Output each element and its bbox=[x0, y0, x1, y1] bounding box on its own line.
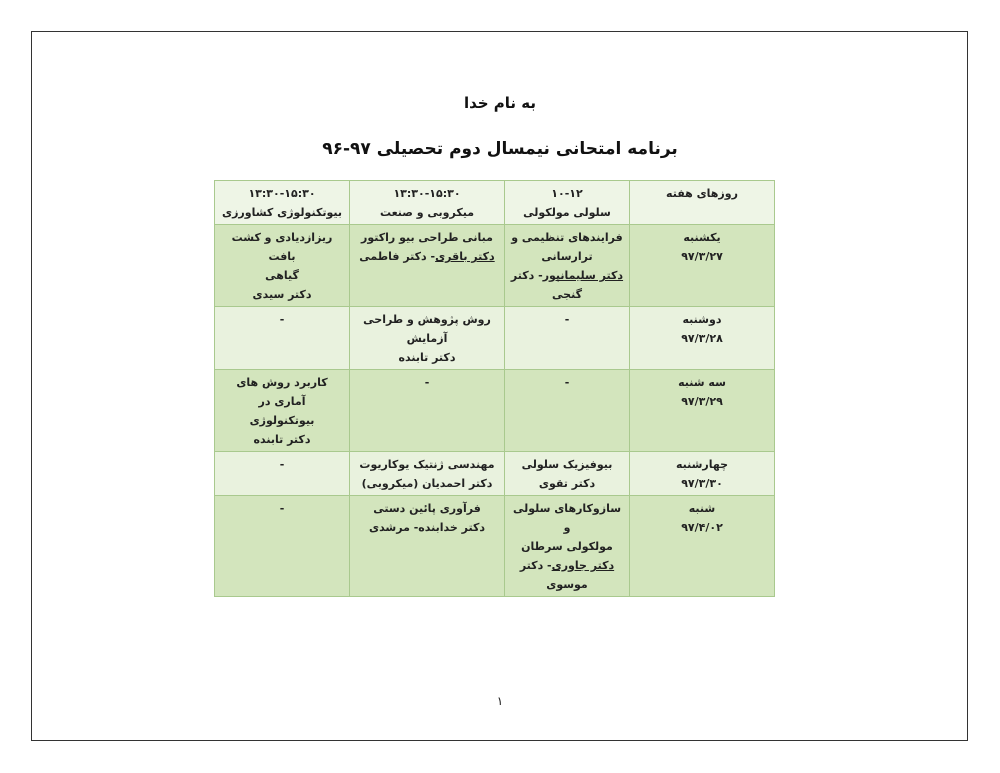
teacher-rest: - دکتر فاطمی bbox=[359, 250, 436, 263]
teacher-underlined: دکتر جاوری bbox=[551, 559, 615, 572]
course-line: ریزازدیادی و کشت بافت bbox=[231, 231, 333, 263]
course-line: مهندسی ژنتیک یوکاریوت bbox=[359, 458, 495, 471]
course-line: فرایندهای تنظیمی و bbox=[511, 231, 623, 244]
course-line: فرآوری پائین دستی bbox=[373, 502, 481, 515]
teacher-line: دکتر تقوی bbox=[538, 477, 596, 490]
header-col3-time: ۱۳:۳۰-۱۵:۳۰ bbox=[248, 187, 316, 200]
header-day-label: روزهای هفته bbox=[666, 187, 738, 200]
header-col1-cell bbox=[505, 181, 630, 225]
course-line: کاربرد روش های آماری در bbox=[236, 376, 328, 408]
teacher-line: دکتر خدابنده- مرشدی bbox=[368, 521, 486, 534]
exam-cell bbox=[215, 225, 350, 307]
teacher-line: دکتر تابنده bbox=[398, 351, 456, 364]
day-name: سه شنبه bbox=[678, 376, 726, 389]
exam-cell bbox=[505, 370, 630, 452]
exam-cell bbox=[505, 496, 630, 597]
empty-dash: - bbox=[564, 376, 570, 389]
table-row bbox=[215, 496, 775, 597]
course-line: مولکولی سرطان bbox=[521, 540, 613, 553]
exam-date: ۹۷/۳/۲۸ bbox=[681, 332, 723, 345]
teacher-line bbox=[509, 556, 625, 594]
exam-cell bbox=[350, 225, 505, 307]
exam-cell bbox=[215, 452, 350, 496]
teacher-line bbox=[509, 266, 625, 304]
teacher-underlined: دکتر باقری bbox=[435, 250, 495, 263]
table-header-row bbox=[215, 181, 775, 225]
empty-dash: - bbox=[279, 502, 285, 515]
exam-date: ۹۷/۳/۳۰ bbox=[681, 477, 723, 490]
exam-schedule-table bbox=[214, 180, 775, 597]
exam-cell bbox=[505, 307, 630, 370]
day-cell bbox=[630, 370, 775, 452]
table-row bbox=[215, 307, 775, 370]
header-col3-course: بیوتکنولوژی کشاورزی bbox=[221, 206, 342, 219]
exam-date: ۹۷/۴/۰۲ bbox=[681, 521, 723, 534]
day-name: چهارشنبه bbox=[675, 458, 729, 471]
exam-date: ۹۷/۳/۲۹ bbox=[681, 395, 723, 408]
header-col1-course: سلولی مولکولی bbox=[523, 206, 611, 219]
header-col1-time: ۱۰-۱۲ bbox=[551, 187, 583, 200]
day-cell bbox=[630, 452, 775, 496]
day-cell bbox=[630, 225, 775, 307]
empty-dash: - bbox=[424, 376, 430, 389]
day-name: شنبه bbox=[688, 502, 716, 515]
header-col2-course: میکروبی و صنعت bbox=[379, 206, 475, 219]
day-cell bbox=[630, 496, 775, 597]
day-name: یکشنبه bbox=[683, 231, 721, 244]
header-col3-cell bbox=[215, 181, 350, 225]
teacher-underlined: دکتر سلیمانپور bbox=[542, 269, 624, 282]
exam-cell bbox=[350, 370, 505, 452]
exam-cell bbox=[350, 496, 505, 597]
course-line: روش پژوهش و طراحی bbox=[363, 313, 491, 326]
document-title: برنامه امتحانی نیمسال دوم تحصیلی ۹۷-۹۶ bbox=[322, 139, 678, 159]
table-row bbox=[215, 225, 775, 307]
course-line: سازوکارهای سلولی و bbox=[512, 502, 622, 534]
header-col2-cell bbox=[350, 181, 505, 225]
header-day-cell bbox=[630, 181, 775, 225]
header-col2-time: ۱۳:۳۰-۱۵:۳۰ bbox=[393, 187, 461, 200]
exam-cell bbox=[505, 452, 630, 496]
teacher-line: دکتر تابنده bbox=[253, 433, 311, 446]
empty-dash: - bbox=[279, 458, 285, 471]
course-line: گیاهی bbox=[265, 269, 299, 282]
exam-cell bbox=[215, 307, 350, 370]
course-line: بیوتکنولوژی bbox=[249, 414, 315, 427]
exam-cell bbox=[350, 307, 505, 370]
empty-dash: - bbox=[279, 313, 285, 326]
document-heading: به نام خدا bbox=[463, 94, 537, 112]
course-line: آزمایش bbox=[406, 332, 448, 345]
teacher-line bbox=[354, 247, 500, 266]
exam-cell bbox=[215, 496, 350, 597]
course-line: ترارسانی bbox=[541, 250, 593, 263]
exam-cell bbox=[505, 225, 630, 307]
teacher-rest: - دکتر موسوی bbox=[519, 559, 588, 591]
table-row bbox=[215, 370, 775, 452]
empty-dash: - bbox=[564, 313, 570, 326]
teacher-rest: - دکتر گنجی bbox=[510, 269, 582, 301]
day-cell bbox=[630, 307, 775, 370]
course-line: بیوفیزیک سلولی bbox=[521, 458, 613, 471]
exam-date: ۹۷/۳/۲۷ bbox=[681, 250, 723, 263]
teacher-line: دکتر احمدیان (میکروبی) bbox=[361, 477, 493, 490]
exam-cell bbox=[215, 370, 350, 452]
teacher-line: دکتر سیدی bbox=[252, 288, 312, 301]
course-line: مبانی طراحی بیو راکتور bbox=[361, 231, 493, 244]
page-number: ۱ bbox=[496, 694, 504, 708]
day-name: دوشنبه bbox=[682, 313, 722, 326]
table-row bbox=[215, 452, 775, 496]
exam-cell bbox=[350, 452, 505, 496]
